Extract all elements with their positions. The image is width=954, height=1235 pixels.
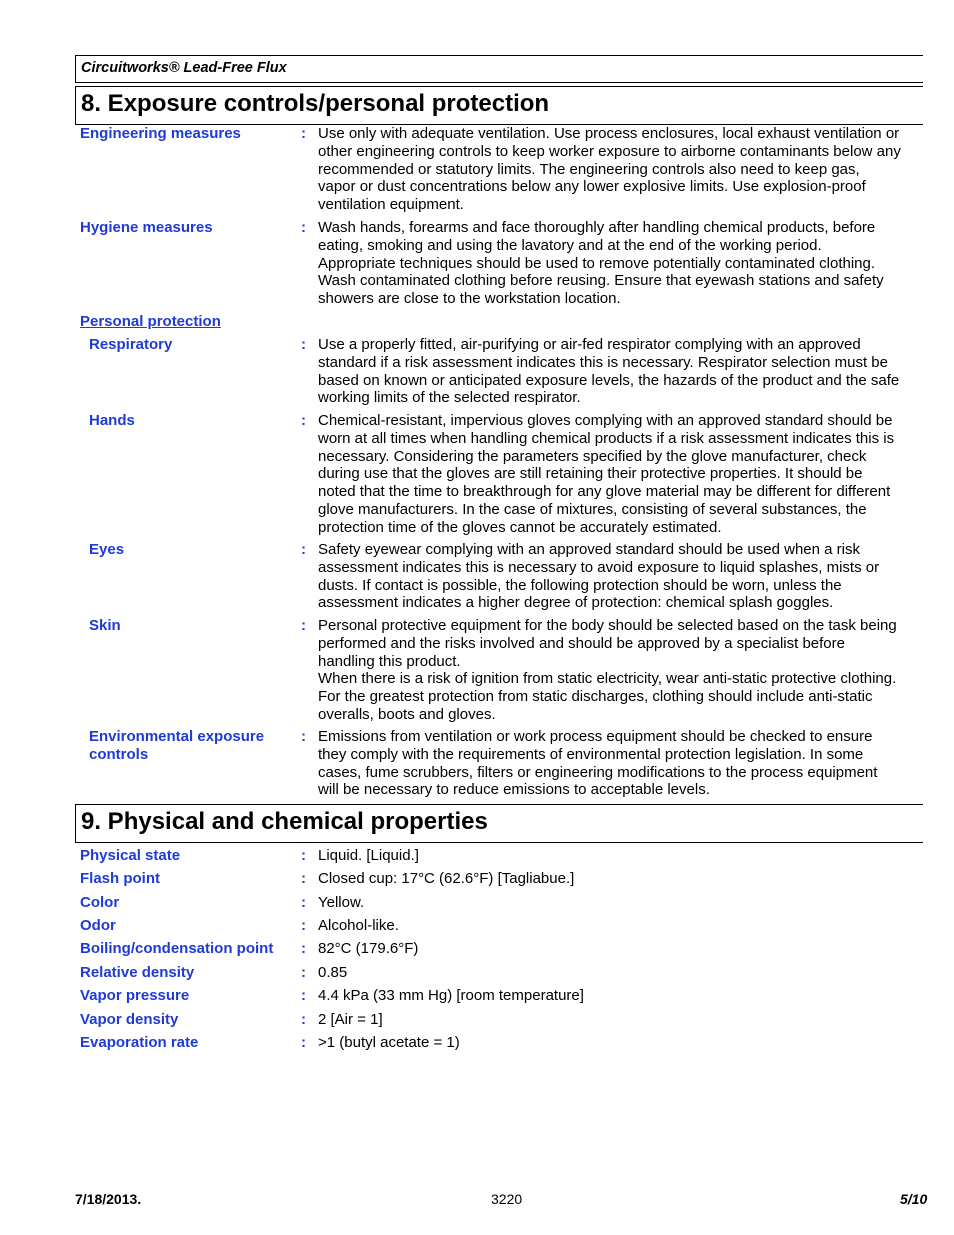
- property-value: Liquid. [Liquid.]: [318, 847, 419, 864]
- property-value: 2 [Air = 1]: [318, 1011, 383, 1028]
- footer-code: 3220: [491, 1191, 523, 1207]
- property-label: Evaporation rate: [80, 1034, 199, 1051]
- property-label: Odor: [80, 917, 116, 934]
- section-9-title: 9. Physical and chemical properties: [75, 804, 923, 843]
- separator: :: [301, 964, 306, 981]
- hygiene-measures-label: Hygiene measures: [80, 219, 213, 236]
- separator: :: [301, 412, 306, 429]
- property-label: Physical state: [80, 847, 181, 864]
- respiratory-value: Use a properly fitted, air-purifying or air-fed respirator complying with an approved standard if a risk assessment indicates this is necessary. Respirator selection must be based on known or anticipated exposure levels, the hazards of the product and the safe working limits of the selected respirator.: [318, 336, 900, 407]
- separator: :: [301, 870, 306, 887]
- property-label: Vapor density: [80, 1011, 179, 1028]
- separator: :: [301, 894, 306, 911]
- property-value: Closed cup: 17°C (62.6°F) [Tagliabue.]: [318, 870, 575, 887]
- separator: :: [301, 847, 306, 864]
- product-name: Circuitworks® Lead-Free Flux: [75, 55, 923, 83]
- property-value: 0.85: [318, 964, 348, 981]
- property-label: Relative density: [80, 964, 195, 981]
- separator: :: [301, 917, 306, 934]
- engineering-measures-value: Use only with adequate ventilation. Use process enclosures, local exhaust ventilation or other engineering controls to keep worker exposure to airborne contaminants below any recommended or statutory limits. The engineering controls also need to keep gas, vapor or dust concentrations below any lower explosive limits. Use explosion-proof ventilation equipment.: [318, 125, 901, 214]
- property-value: Yellow.: [318, 894, 365, 911]
- property-label: Color: [80, 894, 120, 911]
- footer-date: 7/18/2013.: [75, 1191, 142, 1207]
- separator: :: [301, 336, 306, 353]
- property-value: >1 (butyl acetate = 1): [318, 1034, 460, 1051]
- skin-value: Personal protective equipment for the body should be selected based on the task being performed and the risks involved and should be approved by a specialist before handling this product. When there is a risk of ignition from static electricity, wear anti-static protective clothing. For the greatest protection from static discharges, clothing should include anti-static overalls, boots and gloves.: [318, 617, 897, 723]
- footer-page-number: 5/10: [900, 1191, 928, 1207]
- property-label: Flash point: [80, 870, 160, 887]
- environmental-exposure-value: Emissions from ventilation or work process equipment should be checked to ensure they comply with the requirements of environmental protection legislation. In some cases, fume scrubbers, filters or engineering modifications to the process equipment will be necessary to reduce emissions to acceptable levels.: [318, 728, 878, 799]
- separator: :: [301, 987, 306, 1004]
- separator: :: [301, 940, 306, 957]
- property-value: Alcohol-like.: [318, 917, 399, 934]
- separator: :: [301, 125, 306, 142]
- personal-protection-heading: Personal protection: [80, 313, 221, 330]
- property-value: 4.4 kPa (33 mm Hg) [room temperature]: [318, 987, 584, 1004]
- section-8-title: 8. Exposure controls/personal protection: [75, 86, 923, 125]
- environmental-exposure-label: Environmental exposure controls: [89, 728, 265, 763]
- property-value: 82°C (179.6°F): [318, 940, 419, 957]
- engineering-measures-label: Engineering measures: [80, 125, 241, 142]
- eyes-label: Eyes: [89, 541, 125, 558]
- hands-value: Chemical-resistant, impervious gloves complying with an approved standard should be worn at all times when handling chemical products if a risk assessment indicates this is necessary. Considering the parameters specified by the glove manufacturer, check during use that the gloves are still retaining their protective properties. It should be noted that the time to breakthrough for any glove material may be different for different glove manufacturers. In the case of mixtures, consisting of several substances, the protection time of the gloves cannot be accurately estimated.: [318, 412, 895, 536]
- respiratory-label: Respiratory: [89, 336, 173, 353]
- property-label: Vapor pressure: [80, 987, 190, 1004]
- separator: :: [301, 1034, 306, 1051]
- skin-label: Skin: [89, 617, 121, 634]
- hygiene-measures-value: Wash hands, forearms and face thoroughly after handling chemical products, before eating, smoking and using the lavatory and at the end of the working period. Appropriate techniques should be used to remove potentially contaminated clothing. Wash contaminated clothing before reusing. Ensure that eyewash stations and safety showers are close to the workstation location.: [318, 219, 884, 308]
- hands-label: Hands: [89, 412, 135, 429]
- separator: :: [301, 1011, 306, 1028]
- separator: :: [301, 541, 306, 558]
- separator: :: [301, 219, 306, 236]
- separator: :: [301, 617, 306, 634]
- eyes-value: Safety eyewear complying with an approved standard should be used when a risk assessment indicates this is necessary to avoid exposure to liquid splashes, mists or dusts. If contact is possible, the following protection should be worn, unless the assessment indicates a higher degree of protection: chemical splash goggles.: [318, 541, 880, 612]
- property-label: Boiling/condensation point: [80, 940, 274, 957]
- separator: :: [301, 728, 306, 745]
